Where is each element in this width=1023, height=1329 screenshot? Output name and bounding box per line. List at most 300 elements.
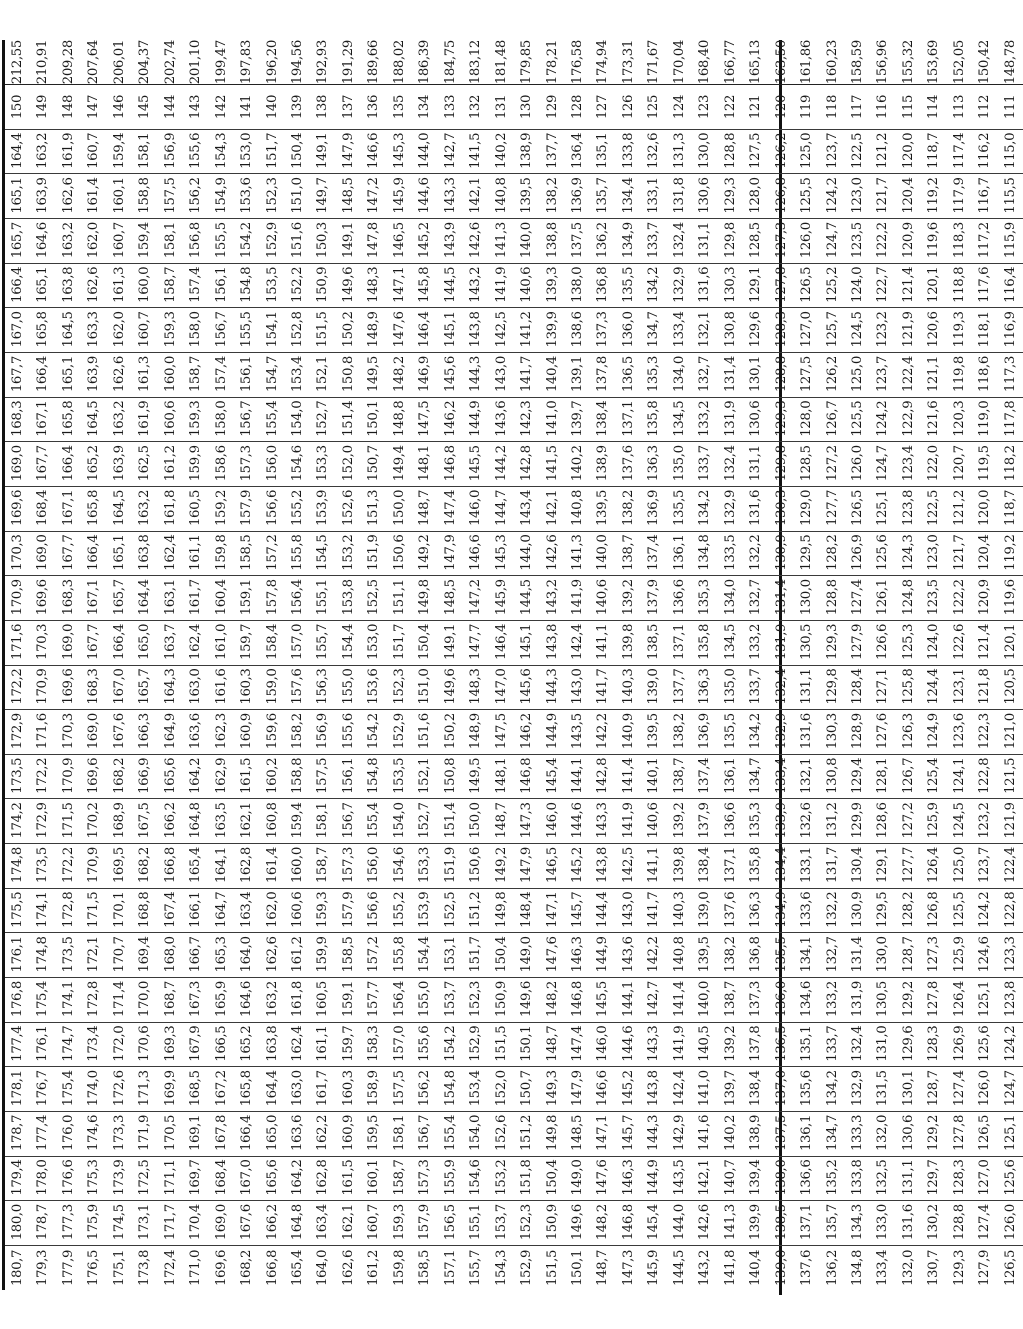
- table-row: [590, 40, 615, 1290]
- table-cell: 164,5: [81, 397, 106, 442]
- table-cell: 140,2: [718, 1111, 743, 1156]
- table-cell: 123,5: [845, 219, 870, 264]
- table-cell: 165,4: [183, 844, 208, 889]
- table-cell: 169,0: [56, 620, 81, 665]
- table-cell: 145,9: [489, 576, 514, 621]
- table-cell: 134,7: [820, 1111, 845, 1156]
- table-cell: 160,2: [260, 754, 285, 799]
- row-number-cell: 128: [565, 85, 590, 130]
- table-cell: 165,1: [107, 531, 132, 576]
- table-cell: 167,4: [158, 888, 183, 933]
- table-cell: 139,3: [540, 263, 565, 308]
- table-cell: 139,5: [590, 486, 615, 531]
- table-cell: 149,8: [540, 1111, 565, 1156]
- table-cell: 123,7: [870, 353, 895, 398]
- table-cell: 156,1: [234, 353, 259, 398]
- table-cell: 164,8: [183, 799, 208, 844]
- table-cell: 131,8: [667, 174, 692, 219]
- table-cell: 150,8: [438, 754, 463, 799]
- last-column-cell: 207,64: [86, 40, 102, 85]
- table-cell: 160,5: [183, 486, 208, 531]
- table-cell: 154,2: [438, 1022, 463, 1067]
- table-cell: 159,8: [209, 531, 234, 576]
- table-cell: 173,5: [56, 933, 81, 978]
- table-cell: 163,8: [56, 263, 81, 308]
- table-cell: 148,7: [412, 486, 437, 531]
- table-cell: 162,5: [132, 442, 157, 487]
- table-cell: 128,3: [921, 1022, 946, 1067]
- table-cell: 153,7: [489, 1201, 514, 1246]
- table-cell: 147,4: [565, 1022, 590, 1067]
- table-cell: 157,0: [387, 1022, 412, 1067]
- table-cell: 120,4: [896, 174, 921, 219]
- table-cell: 141,3: [489, 219, 514, 264]
- table-cell: 154,9: [209, 174, 234, 219]
- table-cell: 132,4: [718, 442, 743, 487]
- table-cell: 147,6: [590, 1156, 615, 1201]
- table-cell: 126,7: [896, 754, 921, 799]
- table-cell: 119,2: [998, 531, 1023, 576]
- table-cell: 131,4: [718, 353, 743, 398]
- table-cell: 134,5: [667, 397, 692, 442]
- table-cell: 117,9: [947, 174, 972, 219]
- table-cell: 174,8: [4, 844, 31, 889]
- table-cell: 149,6: [336, 263, 361, 308]
- table-cell: 125,5: [845, 397, 870, 442]
- table-cell: 130,6: [692, 174, 717, 219]
- table-cell: 154,4: [412, 933, 437, 978]
- table-cell: 177,4: [30, 1111, 55, 1156]
- table-cell: 156,2: [183, 174, 208, 219]
- table-cell: 139,5: [692, 933, 717, 978]
- table-cell: 155,4: [361, 799, 386, 844]
- table-cell: 175,3: [81, 1156, 106, 1201]
- table-cell: 118,7: [921, 129, 946, 174]
- table-cell: 150,9: [489, 978, 514, 1023]
- table-cell: 166,8: [158, 844, 183, 889]
- table-cell: 129,0: [794, 486, 819, 531]
- row-number-cell: 149: [30, 85, 55, 130]
- table-cell: 131,9: [845, 978, 870, 1023]
- table-cell: 158,2: [285, 710, 310, 755]
- table-cell: 150,1: [514, 1022, 539, 1067]
- table-cell: 115,0: [998, 129, 1023, 174]
- table-cell: 166,4: [234, 1111, 259, 1156]
- table-cell: 150,9: [310, 263, 335, 308]
- table-cell: 142,8: [590, 754, 615, 799]
- table-cell: 158,7: [158, 263, 183, 308]
- table-cell: 119,8: [947, 353, 972, 398]
- table-cell: 154,6: [463, 1156, 488, 1201]
- table-cell: 145,7: [565, 888, 590, 933]
- table-cell: 119,3: [947, 308, 972, 353]
- table-cell: 133,4: [870, 1245, 895, 1290]
- table-cell: 126,2: [769, 129, 794, 174]
- table-row: [845, 40, 870, 1290]
- table-cell: 125,4: [921, 754, 946, 799]
- table-cell: 162,2: [310, 1111, 335, 1156]
- last-column-cell: 170,04: [671, 40, 687, 85]
- table-cell: 123,8: [998, 978, 1023, 1023]
- table-cell: 151,7: [260, 129, 285, 174]
- table-cell: 162,8: [234, 844, 259, 889]
- table-cell: 175,9: [81, 1201, 106, 1246]
- table-cell: 148,1: [412, 442, 437, 487]
- row-number-cell: 132: [463, 85, 488, 130]
- table-cell: 151,3: [361, 486, 386, 531]
- table-cell: 157,3: [234, 442, 259, 487]
- row-number-cell: 148: [56, 85, 81, 130]
- last-column-cell: 153,69: [926, 40, 942, 85]
- table-cell: 147,0: [489, 665, 514, 710]
- table-cell: 134,9: [616, 219, 641, 264]
- table-cell: 144,1: [565, 754, 590, 799]
- table-cell: 142,8: [514, 442, 539, 487]
- table-cell: 131,6: [692, 263, 717, 308]
- table-cell: 145,1: [438, 308, 463, 353]
- table-cell: 150,4: [285, 129, 310, 174]
- table-cell: 129,8: [820, 665, 845, 710]
- table-cell: 170,9: [81, 844, 106, 889]
- table-cell: 163,9: [30, 174, 55, 219]
- table-cell: 179,3: [30, 1245, 55, 1290]
- table-cell: 128,2: [896, 888, 921, 933]
- table-cell: 141,5: [463, 129, 488, 174]
- table-cell: 128,2: [820, 531, 845, 576]
- table-cell: 141,9: [616, 799, 641, 844]
- table-cell: 146,6: [463, 531, 488, 576]
- table-cell: 166,2: [260, 1201, 285, 1246]
- table-cell: 152,6: [336, 486, 361, 531]
- table-cell: 157,6: [285, 665, 310, 710]
- table-cell: 118,6: [972, 353, 997, 398]
- last-column-cell: 156,96: [875, 40, 891, 85]
- table-cell: 176,0: [56, 1111, 81, 1156]
- table-cell: 141,7: [641, 888, 666, 933]
- table-cell: 162,8: [310, 1156, 335, 1201]
- table-cell: 158,5: [234, 531, 259, 576]
- table-cell: 146,2: [514, 710, 539, 755]
- table-cell: 118,8: [947, 263, 972, 308]
- table-cell: 161,8: [285, 978, 310, 1023]
- table-cell: 164,6: [234, 978, 259, 1023]
- table-cell: 136,3: [743, 888, 768, 933]
- row-number-cell: 113: [947, 85, 972, 130]
- table-cell: 132,1: [794, 754, 819, 799]
- row-number-cell: 133: [438, 85, 463, 130]
- table-cell: 154,0: [285, 397, 310, 442]
- row-number-cell: 145: [132, 85, 157, 130]
- table-row: [158, 40, 183, 1290]
- table-cell: 156,6: [361, 888, 386, 933]
- table-cell: 145,4: [540, 754, 565, 799]
- table-cell: 141,1: [590, 620, 615, 665]
- table-cell: 146,3: [616, 1156, 641, 1201]
- table-cell: 144,2: [489, 442, 514, 487]
- table-cell: 122,5: [845, 129, 870, 174]
- table-cell: 126,6: [870, 620, 895, 665]
- last-column-cell: 212,55: [4, 40, 31, 85]
- table-cell: 159,3: [183, 397, 208, 442]
- table-cell: 178,7: [4, 1111, 31, 1156]
- table-cell: 138,2: [540, 174, 565, 219]
- table-cell: 132,9: [667, 263, 692, 308]
- table-cell: 134,8: [692, 531, 717, 576]
- table-cell: 131,6: [794, 710, 819, 755]
- row-number-cell: 129: [540, 85, 565, 130]
- table-cell: 126,0: [794, 219, 819, 264]
- table-cell: 130,5: [794, 620, 819, 665]
- table-cell: 139,8: [616, 620, 641, 665]
- table-cell: 128,3: [947, 1156, 972, 1201]
- table-cell: 143,4: [514, 486, 539, 531]
- last-column-cell: 168,40: [697, 40, 713, 85]
- table-cell: 150,0: [463, 799, 488, 844]
- table-cell: 164,0: [234, 933, 259, 978]
- table-cell: 123,7: [820, 129, 845, 174]
- table-cell: 126,5: [845, 486, 870, 531]
- table-cell: 163,9: [81, 353, 106, 398]
- table-cell: 144,6: [616, 1022, 641, 1067]
- table-cell: 166,2: [158, 799, 183, 844]
- table-cell: 132,0: [896, 1245, 921, 1290]
- table-cell: 137,7: [667, 665, 692, 710]
- table-cell: 160,9: [336, 1111, 361, 1156]
- table-cell: 150,7: [514, 1067, 539, 1112]
- table-cell: 135,6: [794, 1067, 819, 1112]
- last-column-cell: 210,91: [35, 40, 51, 85]
- table-cell: 161,3: [107, 263, 132, 308]
- table-cell: 138,5: [641, 620, 666, 665]
- last-column-cell: 192,93: [315, 40, 331, 85]
- table-cell: 127,5: [743, 129, 768, 174]
- table-cell: 154,7: [260, 353, 285, 398]
- table-cell: 153,4: [463, 1067, 488, 1112]
- table-cell: 149,5: [361, 353, 386, 398]
- last-column-cell: 183,12: [468, 40, 484, 85]
- last-column-cell: 158,59: [849, 40, 865, 85]
- table-cell: 120,1: [921, 263, 946, 308]
- table-cell: 120,3: [947, 397, 972, 442]
- row-number-cell: 142: [209, 85, 234, 130]
- table-cell: 162,4: [183, 620, 208, 665]
- table-cell: 133,6: [794, 888, 819, 933]
- table-cell: 173,1: [132, 1201, 157, 1246]
- table-cell: 149,0: [565, 1156, 590, 1201]
- table-cell: 132,7: [743, 576, 768, 621]
- table-cell: 141,3: [565, 531, 590, 576]
- table-cell: 166,4: [81, 531, 106, 576]
- table-cell: 172,9: [30, 799, 55, 844]
- table-cell: 148,4: [514, 888, 539, 933]
- table-cell: 174,7: [56, 1022, 81, 1067]
- table-row: [107, 40, 132, 1290]
- table-cell: 158,7: [310, 844, 335, 889]
- last-column-cell: 174,94: [595, 40, 611, 85]
- table-cell: 119,0: [972, 397, 997, 442]
- table-cell: 152,0: [336, 442, 361, 487]
- table-cell: 145,3: [489, 531, 514, 576]
- table-cell: 153,2: [489, 1156, 514, 1201]
- table-cell: 159,8: [387, 1245, 412, 1290]
- table-cell: 142,4: [565, 620, 590, 665]
- table-cell: 153,5: [260, 263, 285, 308]
- table-cell: 147,1: [540, 888, 565, 933]
- table-row: [260, 40, 285, 1290]
- table-cell: 122,2: [870, 219, 895, 264]
- table-cell: 133,4: [667, 308, 692, 353]
- table-cell: 167,1: [81, 576, 106, 621]
- last-column-cell: 202,74: [162, 40, 178, 85]
- table-cell: 163,2: [260, 978, 285, 1023]
- table-cell: 165,7: [107, 576, 132, 621]
- table-cell: 146,8: [438, 442, 463, 487]
- table-cell: 176,1: [4, 933, 31, 978]
- table-cell: 138,6: [565, 308, 590, 353]
- table-cell: 128,9: [845, 710, 870, 755]
- table-cell: 164,3: [158, 665, 183, 710]
- table-cell: 131,0: [870, 1022, 895, 1067]
- table-cell: 144,0: [667, 1201, 692, 1246]
- table-row: [361, 40, 386, 1290]
- table-cell: 132,2: [743, 531, 768, 576]
- table-cell: 173,3: [107, 1111, 132, 1156]
- table-cell: 157,4: [183, 263, 208, 308]
- table-cell: 134,2: [743, 710, 768, 755]
- table-cell: 159,4: [132, 219, 157, 264]
- table-cell: 134,0: [718, 576, 743, 621]
- table-cell: 154,6: [387, 844, 412, 889]
- table-cell: 157,9: [336, 888, 361, 933]
- last-column-cell: 160,23: [824, 40, 840, 85]
- table-cell: 154,3: [209, 129, 234, 174]
- table-cell: 124,2: [820, 174, 845, 219]
- table-cell: 136,5: [769, 1022, 794, 1067]
- table-cell: 152,2: [285, 263, 310, 308]
- table-cell: 132,4: [769, 665, 794, 710]
- table-cell: 149,1: [438, 620, 463, 665]
- table-cell: 152,3: [260, 174, 285, 219]
- table-row: [387, 40, 412, 1290]
- table-row: [794, 40, 819, 1290]
- table-cell: 142,1: [692, 1156, 717, 1201]
- table-cell: 134,0: [667, 353, 692, 398]
- table-cell: 155,7: [463, 1245, 488, 1290]
- table-cell: 167,1: [56, 486, 81, 531]
- table-row: [132, 40, 157, 1290]
- table-cell: 139,9: [540, 308, 565, 353]
- table-cell: 133,8: [845, 1156, 870, 1201]
- table-cell: 115,9: [998, 219, 1023, 264]
- table-cell: 136,9: [565, 174, 590, 219]
- table-cell: 121,4: [896, 263, 921, 308]
- table-cell: 121,9: [896, 308, 921, 353]
- table-cell: 136,8: [590, 263, 615, 308]
- table-cell: 148,9: [463, 710, 488, 755]
- table-cell: 158,0: [183, 308, 208, 353]
- table-cell: 160,3: [336, 1067, 361, 1112]
- table-cell: 143,8: [463, 308, 488, 353]
- table-cell: 158,3: [361, 1022, 386, 1067]
- table-cell: 124,7: [820, 219, 845, 264]
- table-cell: 155,8: [387, 933, 412, 978]
- table-cell: 138,7: [718, 978, 743, 1023]
- table-cell: 135,8: [641, 397, 666, 442]
- table-cell: 177,3: [56, 1201, 81, 1246]
- table-cell: 174,1: [56, 978, 81, 1023]
- table-cell: 160,0: [285, 844, 310, 889]
- table-cell: 170,3: [30, 620, 55, 665]
- table-cell: 133,7: [692, 442, 717, 487]
- table-cell: 157,0: [285, 620, 310, 665]
- table-cell: 157,5: [158, 174, 183, 219]
- table-cell: 131,7: [820, 844, 845, 889]
- table-cell: 134,9: [769, 888, 794, 933]
- table-cell: 169,6: [209, 1245, 234, 1290]
- table-cell: 169,9: [158, 1067, 183, 1112]
- table-cell: 161,6: [209, 665, 234, 710]
- table-cell: 145,4: [641, 1201, 666, 1246]
- table-cell: 128,4: [845, 665, 870, 710]
- table-cell: 140,8: [667, 933, 692, 978]
- table-cell: 125,8: [896, 665, 921, 710]
- table-cell: 166,4: [30, 353, 55, 398]
- table-cell: 161,1: [183, 531, 208, 576]
- table-cell: 167,6: [234, 1201, 259, 1246]
- table-cell: 156,8: [183, 219, 208, 264]
- table-cell: 152,5: [361, 576, 386, 621]
- table-cell: 125,0: [794, 129, 819, 174]
- table-cell: 116,7: [972, 174, 997, 219]
- table-cell: 158,5: [336, 933, 361, 978]
- table-cell: 125,0: [845, 353, 870, 398]
- table-cell: 122,5: [921, 486, 946, 531]
- table-cell: 142,7: [438, 129, 463, 174]
- table-cell: 151,4: [336, 397, 361, 442]
- rotated-table-wrapper: [2, 40, 1018, 1290]
- table-cell: 171,7: [158, 1201, 183, 1246]
- table-cell: 168,3: [56, 576, 81, 621]
- table-cell: 124,2: [972, 888, 997, 933]
- table-cell: 158,1: [132, 129, 157, 174]
- table-row: [310, 40, 335, 1290]
- table-cell: 160,0: [132, 263, 157, 308]
- table-cell: 156,7: [336, 799, 361, 844]
- table-cell: 145,1: [514, 620, 539, 665]
- table-row: [412, 40, 437, 1290]
- table-cell: 147,9: [565, 1067, 590, 1112]
- table-cell: 133,4: [769, 754, 794, 799]
- table-cell: 153,6: [234, 174, 259, 219]
- table-cell: 178,1: [4, 1067, 31, 1112]
- table-cell: 121,8: [972, 665, 997, 710]
- table-cell: 161,4: [260, 844, 285, 889]
- table-cell: 122,7: [870, 263, 895, 308]
- table-cell: 171,3: [132, 1067, 157, 1112]
- table-cell: 126,1: [870, 576, 895, 621]
- table-row: [56, 40, 81, 1290]
- table-cell: 141,0: [692, 1067, 717, 1112]
- table-cell: 159,6: [260, 710, 285, 755]
- table-cell: 149,3: [540, 1067, 565, 1112]
- table-cell: 123,3: [998, 933, 1023, 978]
- table-cell: 148,2: [590, 1201, 615, 1246]
- table-cell: 160,7: [361, 1201, 386, 1246]
- table-cell: 147,8: [361, 219, 386, 264]
- table-cell: 146,6: [590, 1067, 615, 1112]
- table-cell: 116,9: [998, 308, 1023, 353]
- table-cell: 124,1: [947, 754, 972, 799]
